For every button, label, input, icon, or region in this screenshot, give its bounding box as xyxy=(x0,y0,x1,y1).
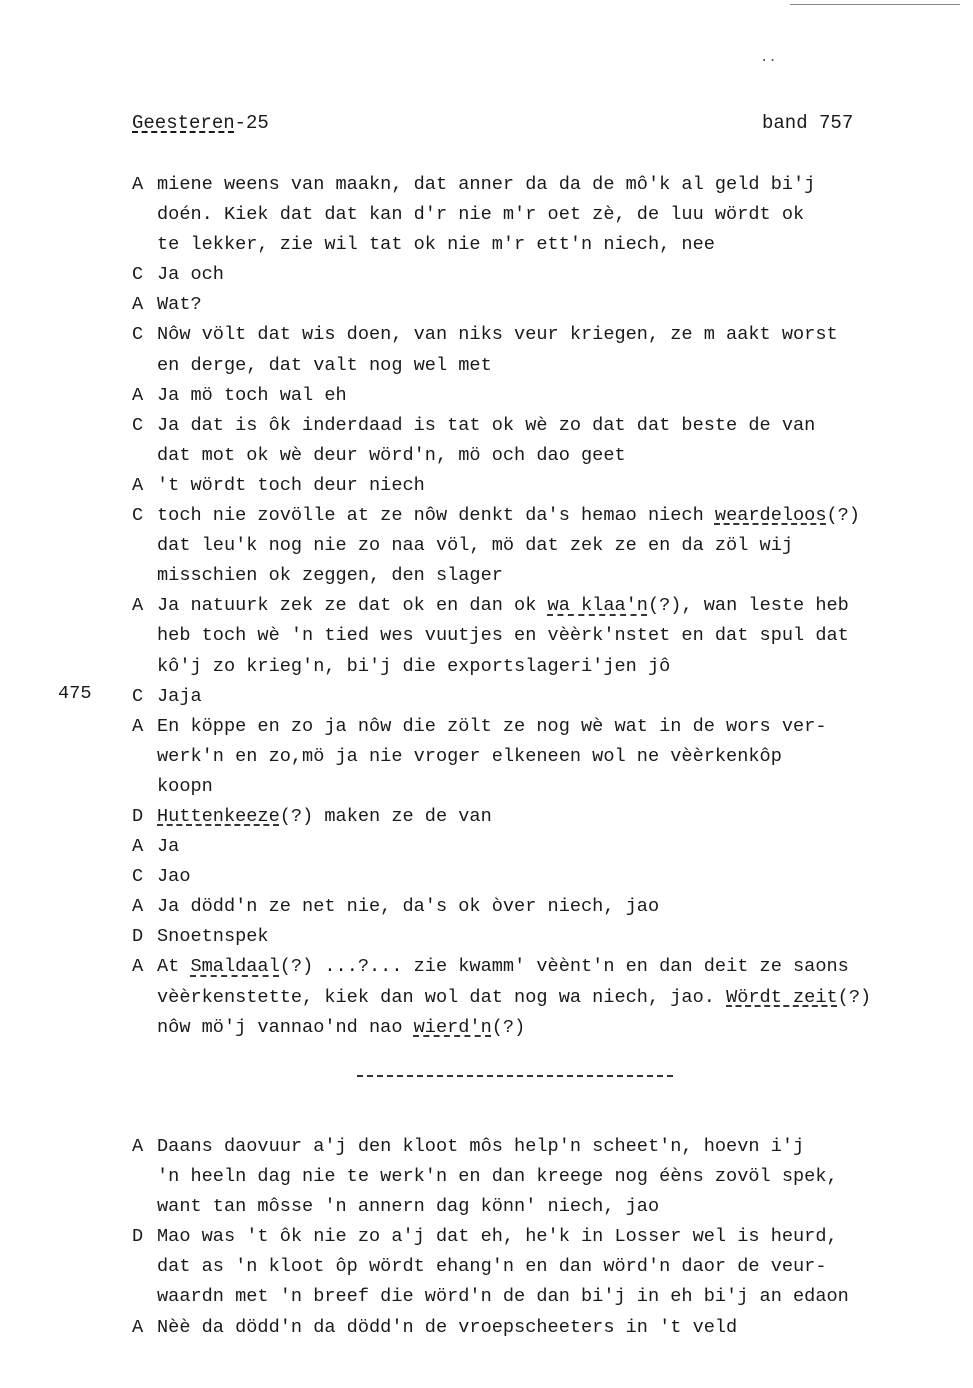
speaker-label: A xyxy=(132,595,144,617)
line-text: werk'n en zo,mö ja nie vroger elkeneen wol ne vèèrkenkôp xyxy=(157,745,782,767)
transcript-line xyxy=(132,200,962,230)
transcript-line xyxy=(132,591,962,621)
speaker-label: A xyxy=(132,896,144,918)
line-text: waardn met 'n breef die wörd'n de dan bi'j in eh bi'j an edaon xyxy=(157,1286,849,1308)
line-text: Ja dödd'n ze net nie, da's ok òver niech, jao xyxy=(157,896,660,918)
speaker-label: A xyxy=(132,174,144,195)
transcript-line xyxy=(132,320,962,350)
transcript-line xyxy=(132,922,962,952)
transcript-line xyxy=(132,230,962,260)
line-text: miene weens van maakn, dat anner da da de mô'k al geld bi'j xyxy=(157,174,816,195)
speaker-label: A xyxy=(132,294,144,316)
uncertain-word: wa klaa'n xyxy=(547,595,648,617)
line-text: koopn xyxy=(157,775,213,797)
uncertain-word: weardeloos xyxy=(714,505,827,527)
uncertain-word: Wördt zeit xyxy=(726,986,838,1008)
line-text: At xyxy=(157,956,191,978)
uncertain-word: wierd'n xyxy=(413,1016,492,1038)
location-name: Geesteren xyxy=(132,112,235,134)
speaker-label: A xyxy=(132,956,144,978)
line-number-marker: 475 xyxy=(58,683,92,704)
speaker-label: A xyxy=(132,474,144,496)
line-text: dat leu'k nog nie zo naa völ, mö dat zek ze en da zöl wij xyxy=(157,535,794,557)
speaker-label: A xyxy=(132,1136,144,1157)
line-text: heb toch wè 'n tied wes vuutjes en vèèrk'nstet en dat spul dat xyxy=(157,625,849,647)
transcript-line xyxy=(132,1252,962,1282)
transcript-line xyxy=(132,1192,962,1222)
speaker-label: C xyxy=(132,414,144,436)
transcript-line xyxy=(132,170,962,200)
corner-mark: .. xyxy=(760,50,777,66)
transcript-line xyxy=(132,952,962,982)
line-text: Jao xyxy=(157,866,191,888)
line-text: Mao was 't ôk nie zo a'j dat eh, he'k in Losser wel is heurd, xyxy=(157,1226,838,1248)
transcript-section-2 xyxy=(132,1132,962,1343)
transcript-line xyxy=(132,501,962,531)
top-rule xyxy=(790,4,960,5)
line-text: (?) xyxy=(491,1016,526,1038)
line-text: Snoetnspek xyxy=(157,926,269,948)
line-text: En köppe en zo ja nôw die zölt ze nog wè wat in de wors ver- xyxy=(157,715,827,737)
transcript-line xyxy=(132,1013,962,1043)
line-text: vèèrkenstette, kiek dan wol dat nog wa niech, jao. xyxy=(157,986,727,1008)
line-text: 't wördt toch deur niech xyxy=(157,474,425,496)
transcript-line xyxy=(132,892,962,922)
line-text: Ja dat is ôk inderdaad is tat ok wè zo dat dat beste de van xyxy=(157,414,816,436)
line-text: 'n heeln dag nie te werk'n en dan kreege nog éèns zovöl spek, xyxy=(157,1166,838,1188)
speaker-label: D xyxy=(132,926,144,948)
transcript-line xyxy=(132,712,962,742)
transcript-line xyxy=(132,351,962,381)
line-text: misschien ok zeggen, den slager xyxy=(157,565,503,587)
line-text: (?) xyxy=(826,505,860,527)
page-header-location xyxy=(132,112,269,134)
uncertain-word: Smaldaal xyxy=(190,956,280,978)
uncertain-word: Huttenkeeze xyxy=(157,805,280,827)
transcript-line xyxy=(132,260,962,290)
speaker-label: D xyxy=(132,1226,144,1248)
transcript-line xyxy=(132,802,962,832)
transcript-line xyxy=(132,652,962,682)
line-text: dat as 'n kloot ôp wördt ehang'n en dan wörd'n daor de veur- xyxy=(157,1256,827,1278)
line-text: nôw mö'j vannao'nd nao xyxy=(157,1016,414,1038)
transcript-line xyxy=(132,531,962,561)
transcript-line xyxy=(132,772,962,802)
line-text: doén. Kiek dat dat kan d'r nie m'r oet zè, de luu wördt ok xyxy=(157,204,805,226)
speaker-label: A xyxy=(132,715,144,737)
transcript-line xyxy=(132,411,962,441)
transcript-line xyxy=(132,742,962,772)
line-text: (?) xyxy=(837,986,872,1008)
transcript-line xyxy=(132,1222,962,1252)
speaker-label: C xyxy=(132,505,144,527)
transcript-line xyxy=(132,441,962,471)
line-text: kô'j zo krieg'n, bi'j die exportslageri'jen jô xyxy=(157,655,671,677)
line-text: Ja och xyxy=(157,264,224,286)
line-text: Ja natuurk zek ze dat ok en dan ok xyxy=(157,595,548,617)
transcript-line xyxy=(132,1313,962,1343)
transcript-line xyxy=(132,621,962,651)
speaker-label: C xyxy=(132,866,144,888)
transcript-line xyxy=(132,1162,962,1192)
line-text: te lekker, zie wil tat ok nie m'r ett'n niech, nee xyxy=(157,234,715,256)
line-text: Nôw völt dat wis doen, van niks veur kriegen, ze m aakt worst xyxy=(157,324,838,346)
line-text: want tan môsse 'n annern dag könn' niech, jao xyxy=(157,1196,660,1218)
speaker-label: A xyxy=(132,384,144,406)
line-text: (?) ...?... zie kwamm' vèènt'n en dan deit ze saons xyxy=(279,956,849,978)
line-text: Ja mö toch wal eh xyxy=(157,384,347,406)
line-text: Ja xyxy=(157,836,180,858)
transcript-line xyxy=(132,832,962,862)
transcript-section-1 xyxy=(132,170,962,1043)
speaker-label: C xyxy=(132,264,144,286)
transcript-line xyxy=(132,471,962,501)
line-text: (?) maken ze de van xyxy=(279,805,492,827)
tape-number: band 757 xyxy=(762,112,854,134)
line-text: en derge, dat valt nog wel met xyxy=(157,354,492,376)
transcript-line xyxy=(132,561,962,591)
line-text: Wat? xyxy=(157,294,202,316)
line-text: Daans daovuur a'j den kloot môs help'n scheet'n, hoevn i'j xyxy=(157,1136,805,1157)
transcript-line xyxy=(132,1132,962,1162)
line-text: Nèè da dödd'n da dödd'n de vroepscheeters in 't veld xyxy=(157,1316,738,1338)
line-text: (?), wan leste heb xyxy=(647,595,849,617)
transcript-line xyxy=(132,682,962,712)
line-text: dat mot ok wè deur wörd'n, mö och dao geet xyxy=(157,444,626,466)
transcript-line xyxy=(132,1282,962,1312)
speaker-label: D xyxy=(132,805,144,827)
transcript-line xyxy=(132,983,962,1013)
transcript-line xyxy=(132,290,962,320)
transcript-line xyxy=(132,381,962,411)
transcript-line xyxy=(132,862,962,892)
line-text: Jaja xyxy=(157,685,202,707)
speaker-label: A xyxy=(132,1316,144,1338)
speaker-label: A xyxy=(132,836,144,858)
page-number: -25 xyxy=(234,112,269,134)
line-text: toch nie zovölle at ze nôw denkt da's hemao niech xyxy=(157,505,715,527)
section-separator xyxy=(357,1075,673,1077)
speaker-label: C xyxy=(132,324,144,346)
speaker-label: C xyxy=(132,685,144,707)
